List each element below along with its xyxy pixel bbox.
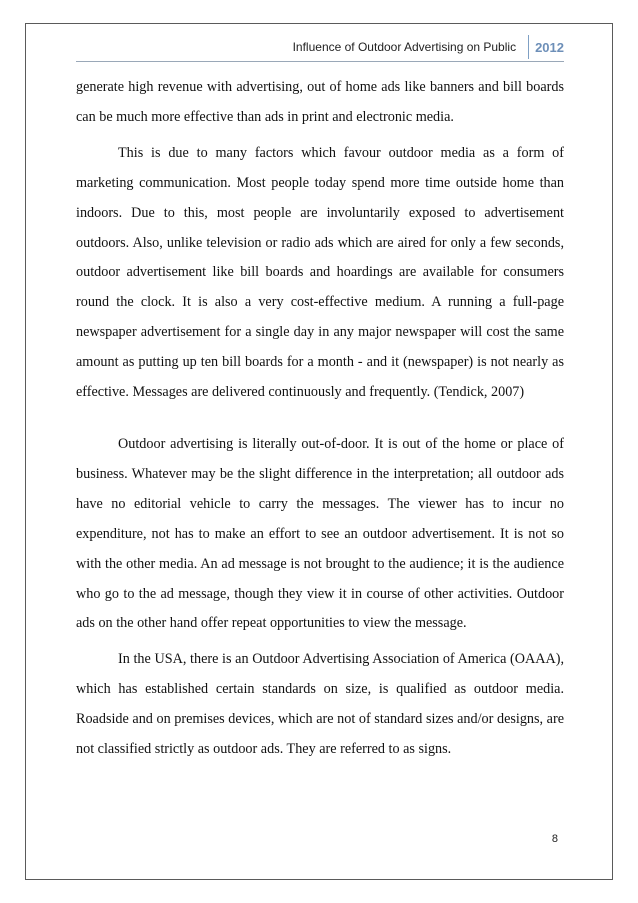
header-rule — [76, 61, 564, 62]
running-header — [293, 36, 564, 58]
body-text — [76, 73, 564, 765]
page-number: 8 — [551, 833, 558, 845]
paragraph-1: generate high revenue with advertising, out of home ads like banners and bill boards can be much more effective than ads in print and electronic media. — [76, 79, 564, 125]
header-year: 2012 — [535, 39, 564, 55]
header-title: Influence of Outdoor Advertising on Public — [292, 40, 517, 54]
paragraph-4: In the USA, there is an Outdoor Advertising Association of America (OAAA), which has established certain standards on size, is qualified as outdoor media. Roadside and on premises devices, which are not of standard sizes and/or designs, are not classified strictly as outdoor ads. They are referred to as signs. — [76, 651, 564, 758]
paragraph-2: This is due to many factors which favour outdoor media as a form of marketing communication. Most people today spend more time outside home than indoors. Due to this, most people are involuntarily exposed to advertisement outdoors. Also, unlike television or radio ads which are aired for only a few seconds, outdoor advertisement like bill boards and hoardings are available for consumers round the clock. It is also a very cost-effective medium. A running a full-page newspaper advertisement for a single day in any major newspaper will cost the same amount as putting up ten bill boards for a month - and it (newspaper) is not nearly as effective. Messages are delivered continuously and frequently. (Tendick, 2007) — [76, 144, 564, 401]
paragraph-3: Outdoor advertising is literally out-of-door. It is out of the home or place of business. Whatever may be the slight difference in the interpretation; all outdoor ads have no editorial vehicle to carry the messages. The viewer has to incur no expenditure, not has to make an effort to see an outdoor advertisement. It is not so with the other media. An ad message is not brought to the audience; it is the audience who go to the ad message, though they view it in course of other activities. Outdoor ads on the other hand offer repeat opportunities to view the message. — [76, 435, 564, 632]
header-divider — [528, 35, 529, 59]
